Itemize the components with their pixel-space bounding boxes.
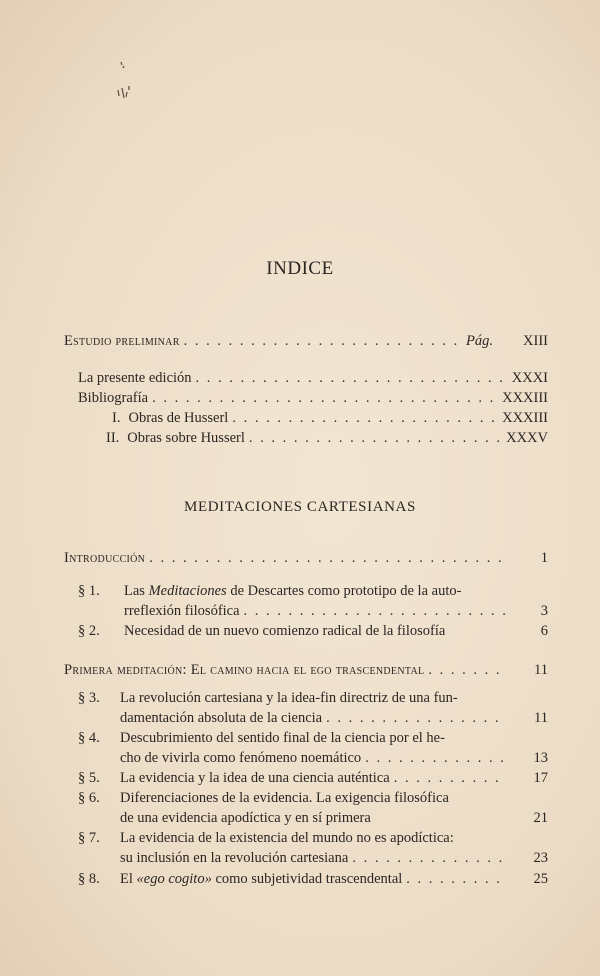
toc-entry-label-italic: «ego cogito» [136, 871, 212, 887]
section-number: § 5. [78, 770, 100, 786]
toc-entry-label: Necesidad de un nuevo comienzo radical de la filosofía [124, 623, 446, 639]
dot-leader [196, 370, 508, 387]
toc-page-number: 11 [534, 710, 548, 726]
section-number: § 3. [78, 690, 100, 706]
toc-entry-label-pre: El [120, 871, 137, 887]
toc-entry-3-line1[interactable]: La revolución cartesiana y la idea-fin directriz de una fun- [120, 690, 458, 706]
section-number: § 7. [78, 830, 100, 846]
dot-leader [352, 850, 505, 867]
toc-entry-2[interactable] [124, 623, 548, 640]
toc-page-number: XIII [523, 333, 548, 349]
toc-entry-label: de una evidencia apodíctica y en sí primera [120, 810, 371, 826]
toc-page-number: 25 [533, 871, 548, 887]
toc-page-number: 17 [533, 770, 548, 786]
dot-leader [326, 710, 506, 727]
toc-entry-obras-sobre-husserl[interactable] [106, 430, 548, 447]
dot-leader [249, 430, 502, 447]
toc-entry-label-post: como subjetividad trascendental [211, 871, 403, 887]
toc-entry-label: Primera meditación: El camino hacia el ego trascendental [64, 662, 425, 678]
toc-entry-label: Bibliografía [78, 390, 149, 406]
toc-page-number: 11 [534, 662, 548, 678]
toc-page-number: 13 [533, 750, 548, 766]
toc-entry-label: Obras de Husserl [128, 410, 229, 426]
toc-entry-3[interactable] [120, 710, 548, 727]
toc-entry-label: su inclusión en la revolución cartesiana [120, 850, 349, 866]
toc-entry-6-line1[interactable]: Diferenciaciones de la evidencia. La exigencia filosófica [120, 790, 449, 806]
toc-entry-label: La presente edición [78, 370, 192, 386]
dot-leader [184, 333, 462, 350]
toc-page-number: XXXV [506, 430, 548, 446]
section-number: § 1. [78, 583, 100, 599]
dot-leader [244, 603, 511, 620]
page-label: Pág. [466, 333, 494, 349]
section-number: § 2. [78, 623, 100, 639]
toc-entry-bibliografia[interactable] [78, 390, 548, 407]
toc-entry-label: rreflexión filosófica [124, 603, 240, 619]
toc-entry-introduccion[interactable] [64, 550, 548, 567]
toc-entry-4[interactable] [120, 750, 548, 767]
toc-page-number: 23 [533, 850, 548, 866]
dot-leader [394, 770, 506, 787]
toc-page-number: XXXIII [502, 410, 548, 426]
toc-entry-presente-edicion[interactable] [78, 370, 548, 387]
toc-page-number: XXXI [511, 370, 548, 386]
section-number: § 4. [78, 730, 100, 746]
toc-entry-label: La evidencia y la idea de una ciencia auténtica [120, 770, 390, 786]
ink-marks [112, 58, 142, 108]
toc-entry-label: Introducción [64, 550, 146, 566]
toc-entry-text: Las [124, 583, 149, 599]
dot-leader [406, 871, 505, 888]
toc-entry-7[interactable] [120, 850, 548, 867]
section-number: § 8. [78, 871, 100, 887]
toc-entry-number: II. [106, 430, 120, 446]
toc-entry-obras-de-husserl[interactable] [112, 410, 548, 427]
toc-entry-label: Estudio preliminar [64, 333, 180, 349]
dot-leader [365, 750, 505, 767]
toc-entry-primera-meditacion[interactable] [64, 662, 548, 679]
toc-entry-label: cho de vivirla como fenómeno noemático [120, 750, 362, 766]
toc-page-number: 1 [540, 550, 548, 566]
toc-entry-meditaciones-line1[interactable] [124, 583, 461, 600]
index-title: INDICE [266, 258, 334, 279]
dot-leader [152, 390, 498, 407]
dot-leader [149, 550, 501, 567]
toc-entry-7-line1[interactable]: La evidencia de la existencia del mundo no es apodíctica: [120, 830, 454, 846]
toc-entry-number: I. [112, 410, 121, 426]
dot-leader [428, 662, 506, 679]
toc-page-number: XXXIII [502, 390, 548, 406]
toc-entry-italic: Meditaciones [148, 583, 227, 599]
toc-entry-label: damentación absoluta de la ciencia [120, 710, 323, 726]
toc-entry-estudio-preliminar[interactable] [64, 333, 548, 350]
toc-entry-1[interactable] [124, 603, 548, 620]
toc-entry-6[interactable] [120, 810, 548, 827]
part-heading: MEDITACIONES CARTESIANAS [184, 499, 416, 515]
dot-leader [232, 410, 498, 427]
toc-page-number: 21 [533, 810, 548, 826]
toc-entry-label: Obras sobre Husserl [127, 430, 245, 446]
toc-entry-5[interactable] [120, 770, 548, 787]
toc-page-number: 3 [540, 603, 548, 619]
toc-entry-text: de Descartes como prototipo de la auto- [226, 583, 462, 599]
section-number: § 6. [78, 790, 100, 806]
toc-entry-8[interactable] [120, 871, 548, 888]
toc-page-number: 6 [540, 623, 548, 639]
toc-entry-4-line1[interactable]: Descubrimiento del sentido final de la ciencia por el he- [120, 730, 445, 746]
